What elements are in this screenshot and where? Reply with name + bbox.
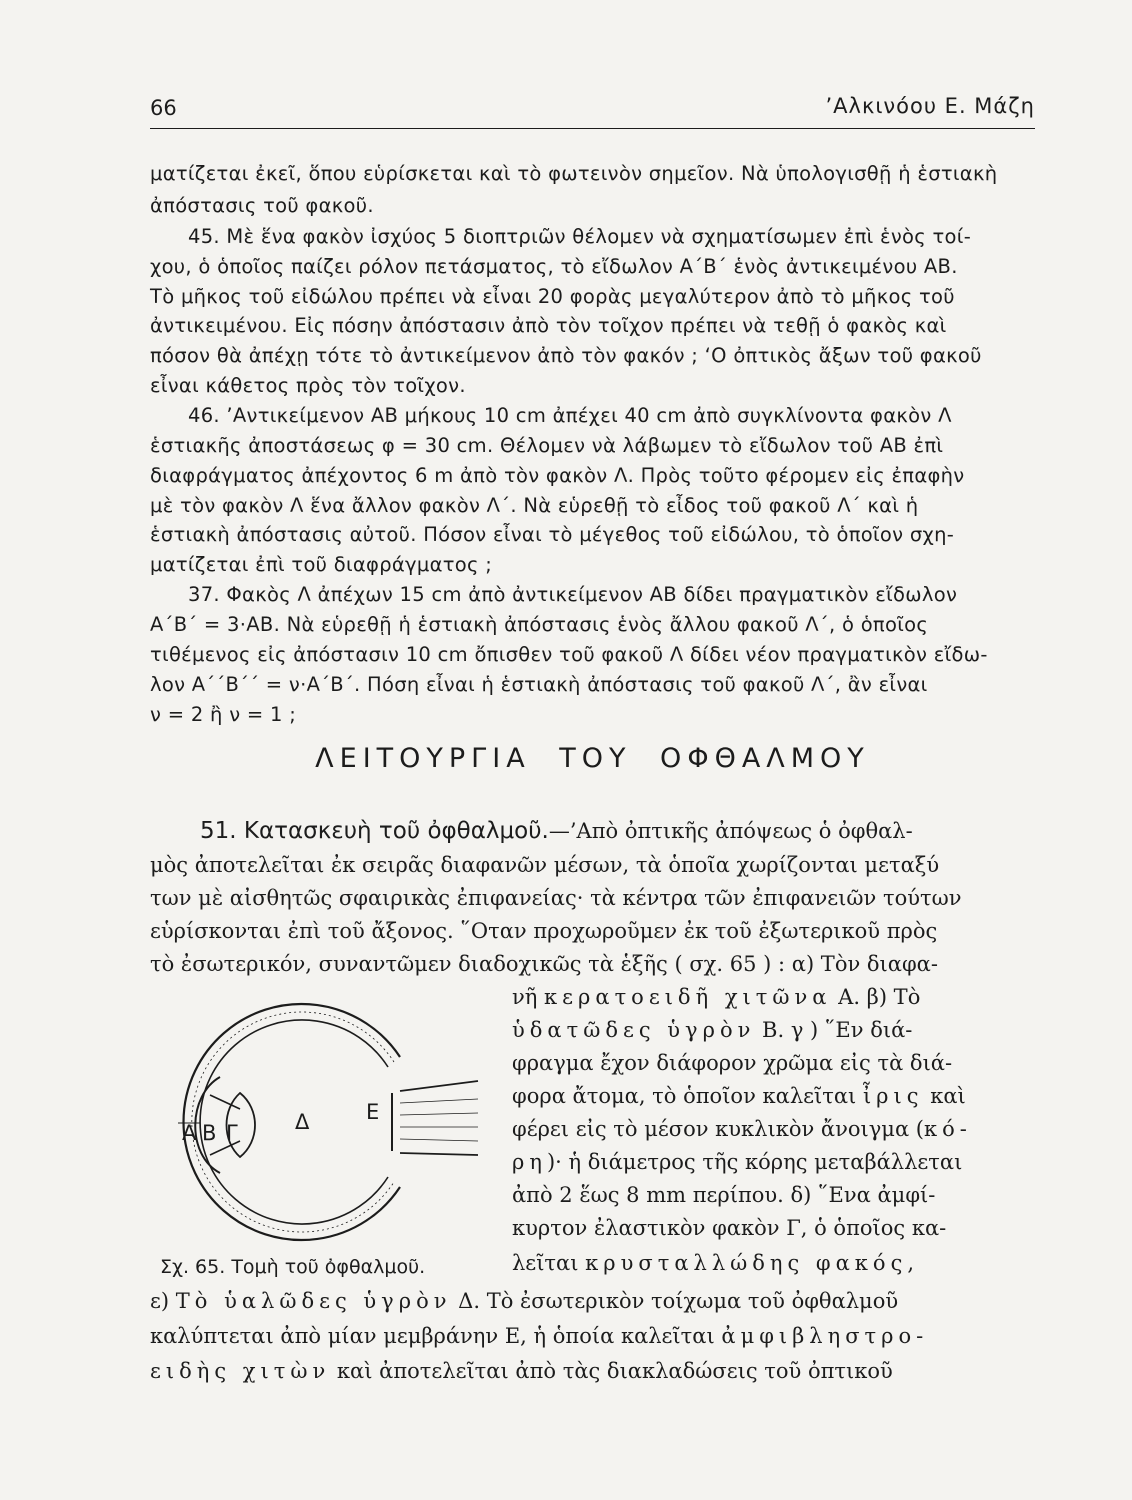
column-text-line: νῆ κερατοειδῆ χιτῶνα Α. β) Τὸ	[512, 985, 921, 1009]
article-text-line: εὑρίσκονται ἐπὶ τοῦ ἄξονος. ῞Οταν προχωροῦμεν ἐκ τοῦ ἐξωτερικοῦ πρὸς	[150, 919, 938, 943]
article-text-line: των μὲ αἰσθητῶς σφαιρικὰς ἐπιφανείας· τὰ κέντρα τῶν ἐπιφανειῶν τούτων	[150, 886, 962, 910]
column-text-line: λεῖται κρυσταλλώδης φακός,	[512, 1251, 920, 1275]
article-text-line: μὸς ἀποτελεῖται ἐκ σειρᾶς διαφανῶν μέσων, τὰ ὁποῖα χωρίζονται μεταξύ	[150, 853, 940, 877]
column-text-line: ρη)· ἡ διάμετρος τῆς κόρης μεταβάλλεται	[512, 1150, 963, 1174]
article-heading-line	[200, 818, 913, 844]
label-B: Β	[202, 1121, 217, 1145]
term-aqueous-humor: ὑδατῶδες ὑγρὸν	[512, 1018, 756, 1042]
column-text-line: ἀπὸ 2 ἕως 8 mm περίπου. δ) ῞Ενα ἀμφί-	[512, 1183, 936, 1207]
article-text-line: καλύπτεται ἀπὸ μίαν μεμβράνην Ε, ἡ ὁποία καλεῖται ἀμφιβληστρο-	[150, 1324, 929, 1348]
problem-45-line: εἶναι κάθετος πρὸς τὸν τοῖχον.	[150, 374, 466, 397]
problem-46-line: ἑστιακῆς ἀποστάσεως φ = 30 cm. Θέλομεν νὰ λάβωμεν τὸ εἴδωλον τοῦ ΑΒ ἐπὶ	[150, 434, 944, 457]
term-retina: ἀμφιβληστρο-	[721, 1324, 929, 1348]
eye-cross-section-figure	[160, 995, 490, 1245]
problem-46-line: 46. ’Αντικείμενον ΑΒ μήκους 10 cm ἀπέχει 40 cm ἀπὸ συγκλίνοντα φακὸν Λ	[188, 404, 952, 427]
problem-text-line: ματίζεται ἐκεῖ, ὅπου εὑρίσκεται καὶ τὸ φωτεινὸν σημεῖον. Νὰ ὑπολογισθῇ ἡ ἑστιακὴ	[150, 162, 998, 185]
problem-46-line: ματίζεται ἐπὶ τοῦ διαφράγματος ;	[150, 553, 493, 576]
running-head: ’Αλκινόου Ε. Μάζη	[825, 94, 1035, 118]
term-iris: ἶρις	[862, 1084, 924, 1108]
problem-46-line: διαφράγματος ἀπέχοντος 6 m ἀπὸ τὸν φακὸν Λ. Πρὸς τοῦτο φέρομεν εἰς ἐπαφὴν	[150, 464, 965, 487]
page-header	[150, 92, 1035, 129]
column-text-line: φέρει εἰς τὸ μέσον κυκλικὸν ἄνοιγμα (κό-	[512, 1117, 972, 1141]
term-retina-cont: ειδὴς χιτὼν	[150, 1359, 331, 1383]
problem-45-line: 45. Μὲ ἕνα φακὸν ἰσχύος 5 διοπτριῶν θέλομεν νὰ σχηματίσωμεν ἐπὶ ἑνὸς τοί-	[188, 225, 972, 248]
article-text-line: ειδὴς χιτὼν καὶ ἀποτελεῖται ἀπὸ τὰς διακλαδώσεις τοῦ ὀπτικοῦ	[150, 1359, 893, 1383]
problem-45-line: ἀντικειμένου. Εἰς πόσην ἀπόστασιν ἀπὸ τὸν τοῖχον πρέπει νὰ τεθῇ ὁ φακὸς καὶ	[150, 314, 947, 337]
problem-46-line: ἑστιακὴ ἀπόστασις αὐτοῦ. Πόσον εἶναι τὸ μέγεθος τοῦ εἰδώλου, τὸ ὁποῖον σχη-	[150, 523, 955, 546]
figure-caption: Σχ. 65. Τομὴ τοῦ ὀφθαλμοῦ.	[160, 1256, 426, 1278]
problem-37-line: 37. Φακὸς Λ ἀπέχων 15 cm ἀπὸ ἀντικείμενον ΑΒ δίδει πραγματικὸν εἴδωλον	[188, 583, 958, 606]
label-E: Ε	[366, 1100, 380, 1124]
problem-45-line: χου, ὁ ὁποῖος παίζει ρόλον πετάσματος, τὸ εἴδωλον Α΄Β΄ ἑνὸς ἀντικειμένου ΑΒ.	[150, 255, 958, 278]
problem-37-line: ν = 2 ἢ ν = 1 ;	[150, 703, 297, 726]
problem-37-line: τιθέμενος εἰς ἀπόστασιν 10 cm ὄπισθεν τοῦ φακοῦ Λ δίδει νέον πραγματικὸν εἴδω-	[150, 643, 988, 666]
problem-37-line: λον Α΄΄Β΄΄ = ν·Α΄Β΄. Πόση εἶναι ἡ ἑστιακὴ ἀπόστασις τοῦ φακοῦ Λ΄, ἂν εἶναι	[150, 673, 928, 696]
article-heading: 51. Κατασκευὴ τοῦ ὀφθαλμοῦ.	[200, 818, 549, 844]
problem-37-line: Α΄Β΄ = 3·ΑΒ. Νὰ εὑρεθῇ ἡ ἑστιακὴ ἀπόστασις ἑνὸς ἄλλου φακοῦ Λ΄, ὁ ὁποῖος	[150, 613, 929, 636]
term-vitreous-humor: Τὸ ὑαλῶδες ὑγρὸν	[175, 1289, 452, 1313]
column-text-line: κυρτον ἐλαστικὸν φακὸν Γ, ὁ ὁποῖος κα-	[512, 1216, 947, 1240]
page-number: 66	[150, 96, 177, 120]
section-title: ΛΕΙΤΟΥΡΓΙΑ ΤΟΥ ΟΦΘΑΛΜΟΥ	[315, 743, 870, 774]
column-text-line: φραγμα ἔχον διάφορον χρῶμα εἰς τὰ διά-	[512, 1051, 953, 1075]
term-pupil: κό-	[924, 1117, 972, 1141]
label-A: Α	[182, 1121, 197, 1145]
problem-45-line: Τὸ μῆκος τοῦ εἰδώλου πρέπει νὰ εἶναι 20 φορὰς μεγαλύτερον ἀπὸ τὸ μῆκος τοῦ	[150, 285, 955, 308]
problem-45-line: πόσον θὰ ἀπέχῃ τότε τὸ ἀντικείμενον ἀπὸ τὸν φακόν ; ‘Ο ὀπτικὸς ἄξων τοῦ φακοῦ	[150, 344, 982, 367]
problem-46-line: μὲ τὸν φακὸν Λ ἕνα ἄλλον φακὸν Λ΄. Νὰ εὑρεθῇ τὸ εἶδος τοῦ φακοῦ Λ΄ καὶ ἡ	[150, 494, 919, 517]
column-text-line: ὑδατῶδες ὑγρὸν Β. γ ) ῞Εν διά-	[512, 1018, 913, 1042]
article-text-line: ε) Τὸ ὑαλῶδες ὑγρὸν Δ. Τὸ ἐσωτερικὸν τοίχωμα τοῦ ὀφθαλμοῦ	[150, 1289, 899, 1313]
term-cornea: κερατοειδῆ χιτῶνα	[544, 985, 832, 1009]
label-D: Δ	[295, 1110, 310, 1134]
column-text-line: φορα ἄτομα, τὸ ὁποῖον καλεῖται ἶρις καὶ	[512, 1084, 966, 1108]
article-text-line: τὸ ἐσωτερικόν, συναντῶμεν διαδοχικῶς τὰ ἑξῆς ( σχ. 65 ) : α) Τὸν διαφα-	[150, 952, 938, 976]
term-crystalline-lens: κρυσταλλώδης φακός,	[585, 1251, 920, 1275]
article-lead: —’Απὸ ὀπτικῆς ἀπόψεως ὁ ὀφθαλ-	[548, 819, 913, 843]
term-pupil-cont: ρη	[512, 1150, 547, 1174]
label-G: Γ	[226, 1121, 238, 1145]
problem-text-line: ἀπόστασις τοῦ φακοῦ.	[150, 194, 374, 217]
